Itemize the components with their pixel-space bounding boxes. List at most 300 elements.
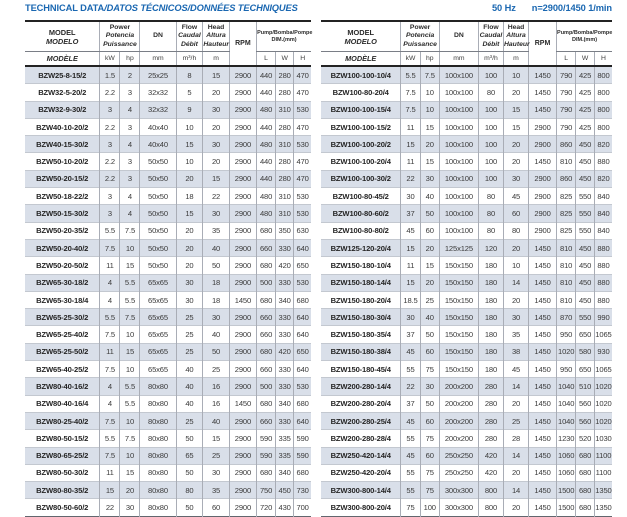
model-cell: BZW100-80-60/2 xyxy=(321,205,401,222)
value-cell: 200x200 xyxy=(439,395,478,412)
value-cell: 40 xyxy=(203,326,229,343)
value-cell: 810 xyxy=(557,153,576,170)
col-header-dimensions xyxy=(557,21,612,52)
table-row xyxy=(25,170,311,187)
table-row xyxy=(25,222,311,239)
value-cell: 10 xyxy=(120,361,140,378)
value-cell: 2.2 xyxy=(100,153,120,170)
value-cell: 15 xyxy=(401,239,420,256)
value-cell: 4 xyxy=(100,378,120,395)
value-cell: 50 xyxy=(176,430,203,447)
value-cell: 9 xyxy=(176,101,203,118)
value-cell: 7.5 xyxy=(120,222,140,239)
value-cell: 425 xyxy=(576,118,595,135)
table-row xyxy=(25,412,311,429)
value-cell: 7.5 xyxy=(100,412,120,429)
value-cell: 680 xyxy=(576,499,595,516)
value-cell: 2900 xyxy=(229,188,256,205)
value-cell: 1450 xyxy=(529,84,557,101)
value-cell: 590 xyxy=(257,430,276,447)
value-cell: 280 xyxy=(276,118,294,135)
value-cell: 65 xyxy=(176,447,203,464)
value-cell: 1100 xyxy=(594,447,612,464)
table-row xyxy=(25,239,311,256)
value-cell: 510 xyxy=(576,378,595,395)
value-cell: 20 xyxy=(203,118,229,135)
unit-kw: kW xyxy=(100,52,120,67)
value-cell: 5.5 xyxy=(120,378,140,395)
value-cell: 65x65 xyxy=(140,326,176,343)
table-body-left xyxy=(25,66,311,516)
value-cell: 20 xyxy=(503,395,528,412)
value-cell: 550 xyxy=(576,222,595,239)
table-row xyxy=(321,343,612,360)
value-cell: 310 xyxy=(276,136,294,153)
value-cell: 7.5 xyxy=(420,66,439,84)
value-cell: 7.5 xyxy=(120,430,140,447)
head-en: Head xyxy=(207,24,225,32)
value-cell: 150x150 xyxy=(439,291,478,308)
value-cell: 10 xyxy=(503,66,528,84)
model-cell: BZW100-100-15/2 xyxy=(321,118,401,135)
col-header-power xyxy=(100,21,140,52)
table-row xyxy=(321,118,612,135)
value-cell: 80x80 xyxy=(140,482,176,499)
value-cell: 640 xyxy=(294,326,311,343)
value-cell: 50 xyxy=(176,464,203,481)
power-en: Power xyxy=(409,24,431,32)
value-cell: 7.5 xyxy=(100,239,120,256)
model-cell: BZW100-100-20/4 xyxy=(321,153,401,170)
value-cell: 45 xyxy=(401,447,420,464)
value-cell: 280 xyxy=(276,84,294,101)
value-cell: 860 xyxy=(557,136,576,153)
value-cell: 300x300 xyxy=(439,499,478,516)
col-header-rpm: RPM xyxy=(529,21,557,66)
value-cell: 7.5 xyxy=(100,447,120,464)
value-cell: 30 xyxy=(401,309,420,326)
value-cell: 5.5 xyxy=(100,309,120,326)
value-cell: 50x50 xyxy=(140,222,176,239)
model-cell: BZW50-20-15/2 xyxy=(25,170,100,187)
value-cell: 25 xyxy=(176,343,203,360)
value-cell: 20 xyxy=(176,239,203,256)
value-cell: 75 xyxy=(420,482,439,499)
value-cell: 420 xyxy=(478,447,503,464)
value-cell: 2900 xyxy=(229,447,256,464)
value-cell: 80 xyxy=(176,482,203,499)
value-cell: 5.5 xyxy=(120,291,140,308)
value-cell: 100x100 xyxy=(439,136,478,153)
value-cell: 15 xyxy=(503,118,528,135)
value-cell: 180 xyxy=(478,326,503,343)
value-cell: 10 xyxy=(176,118,203,135)
value-cell: 1450 xyxy=(529,326,557,343)
value-cell: 18 xyxy=(203,291,229,308)
value-cell: 15 xyxy=(203,430,229,447)
value-cell: 700 xyxy=(294,499,311,516)
value-cell: 100 xyxy=(478,170,503,187)
value-cell: 180 xyxy=(478,291,503,308)
value-cell: 335 xyxy=(276,430,294,447)
value-cell: 800 xyxy=(478,482,503,499)
unit-dim-h: H xyxy=(594,52,612,67)
col-header-model xyxy=(321,21,401,52)
value-cell: 25x25 xyxy=(140,66,176,84)
model-cell: BZW200-280-28/4 xyxy=(321,430,401,447)
value-cell: 340 xyxy=(276,464,294,481)
value-cell: 2900 xyxy=(229,343,256,360)
value-cell: 25 xyxy=(176,412,203,429)
value-cell: 40 xyxy=(203,412,229,429)
value-cell: 660 xyxy=(257,326,276,343)
value-cell: 100x100 xyxy=(439,222,478,239)
value-cell: 25 xyxy=(503,412,528,429)
model-cell: BZW50-20-40/2 xyxy=(25,239,100,256)
value-cell: 1030 xyxy=(594,430,612,447)
value-cell: 680 xyxy=(576,447,595,464)
value-cell: 2900 xyxy=(229,66,256,84)
table-row xyxy=(321,170,612,187)
value-cell: 15 xyxy=(120,343,140,360)
value-cell: 65x65 xyxy=(140,361,176,378)
table-row xyxy=(25,118,311,135)
unit-dim-l: L xyxy=(557,52,576,67)
value-cell: 1040 xyxy=(557,412,576,429)
value-cell: 180 xyxy=(478,343,503,360)
value-cell: 14 xyxy=(503,447,528,464)
table-row xyxy=(321,361,612,378)
value-cell: 80x80 xyxy=(140,464,176,481)
table-row xyxy=(25,153,311,170)
model-cell: BZW40-15-30/2 xyxy=(25,136,100,153)
col-header-flow xyxy=(478,21,503,52)
value-cell: 480 xyxy=(257,136,276,153)
table-header xyxy=(321,21,612,66)
value-cell: 1450 xyxy=(529,378,557,395)
value-cell: 500 xyxy=(257,274,276,291)
value-cell: 2900 xyxy=(229,136,256,153)
value-cell: 800 xyxy=(594,84,612,101)
value-cell: 660 xyxy=(257,309,276,326)
value-cell: 15 xyxy=(503,101,528,118)
value-cell: 580 xyxy=(576,343,595,360)
value-cell: 730 xyxy=(294,482,311,499)
value-cell: 35 xyxy=(503,326,528,343)
page-title xyxy=(25,3,298,13)
value-cell: 1450 xyxy=(529,343,557,360)
table-row xyxy=(25,205,311,222)
model-cell: BZW80-80-35/2 xyxy=(25,482,100,499)
value-cell: 1020 xyxy=(594,395,612,412)
value-cell: 2900 xyxy=(229,326,256,343)
dim-line1: Pump/Bomba/Pompe xyxy=(557,29,613,36)
value-cell: 2900 xyxy=(229,361,256,378)
value-cell: 2900 xyxy=(229,257,256,274)
value-cell: 7.5 xyxy=(100,326,120,343)
table-row xyxy=(25,309,311,326)
value-cell: 30 xyxy=(203,464,229,481)
model-cell: BZW80-65-25/2 xyxy=(25,447,100,464)
value-cell: 20 xyxy=(503,84,528,101)
model-en: MODEL xyxy=(347,27,375,37)
unit-flow: m³/h xyxy=(176,52,203,67)
value-cell: 810 xyxy=(557,257,576,274)
value-cell: 2900 xyxy=(229,430,256,447)
value-cell: 20 xyxy=(120,482,140,499)
flow-es: Caudal xyxy=(178,32,201,40)
value-cell: 560 xyxy=(576,412,595,429)
value-cell: 880 xyxy=(594,153,612,170)
model-cell: BZW65-30-18/4 xyxy=(25,291,100,308)
model-cell: BZW50-10-20/2 xyxy=(25,153,100,170)
page-title-main: TECHNICAL DATA xyxy=(25,3,105,13)
value-cell: 470 xyxy=(294,66,311,84)
power-fr: Puissance xyxy=(403,40,437,48)
value-cell: 15 xyxy=(420,257,439,274)
value-cell: 18 xyxy=(176,188,203,205)
value-cell: 100x100 xyxy=(439,188,478,205)
model-cell: BZW80-40-16/4 xyxy=(25,395,100,412)
value-cell: 280 xyxy=(276,153,294,170)
value-cell: 60 xyxy=(503,205,528,222)
value-cell: 35 xyxy=(203,222,229,239)
value-cell: 680 xyxy=(294,291,311,308)
value-cell: 50 xyxy=(420,326,439,343)
value-cell: 1450 xyxy=(529,309,557,326)
value-cell: 30 xyxy=(176,274,203,291)
value-cell: 930 xyxy=(594,343,612,360)
value-cell: 10 xyxy=(176,153,203,170)
value-cell: 100x100 xyxy=(439,153,478,170)
value-cell: 15 xyxy=(420,118,439,135)
model-cell: BZW150-180-10/4 xyxy=(321,257,401,274)
value-cell: 450 xyxy=(576,170,595,187)
model-es: MODELO xyxy=(344,36,377,46)
value-cell: 5.5 xyxy=(100,430,120,447)
value-cell: 650 xyxy=(294,257,311,274)
value-cell: 1040 xyxy=(557,395,576,412)
value-cell: 10 xyxy=(120,412,140,429)
value-cell: 7.5 xyxy=(100,361,120,378)
value-cell: 2900 xyxy=(229,222,256,239)
value-cell: 100 xyxy=(478,153,503,170)
value-cell: 60 xyxy=(420,447,439,464)
model-cell: BZW250-420-14/4 xyxy=(321,447,401,464)
value-cell: 1450 xyxy=(529,361,557,378)
value-cell: 680 xyxy=(257,464,276,481)
value-cell: 2900 xyxy=(529,170,557,187)
value-cell: 2900 xyxy=(229,170,256,187)
value-cell: 100 xyxy=(478,136,503,153)
value-cell: 680 xyxy=(257,343,276,360)
value-cell: 2900 xyxy=(529,205,557,222)
value-cell: 22 xyxy=(401,170,420,187)
value-cell: 15 xyxy=(120,257,140,274)
value-cell: 22 xyxy=(100,499,120,516)
value-cell: 4 xyxy=(120,205,140,222)
table-row xyxy=(321,239,612,256)
value-cell: 330 xyxy=(276,361,294,378)
technical-table-right-container xyxy=(321,20,612,517)
value-cell: 40x40 xyxy=(140,136,176,153)
model-cell: BZW100-100-20/2 xyxy=(321,136,401,153)
table-row xyxy=(321,222,612,239)
value-cell: 50x50 xyxy=(140,239,176,256)
value-cell: 3 xyxy=(100,101,120,118)
value-cell: 55 xyxy=(401,464,420,481)
value-cell: 5.5 xyxy=(120,274,140,291)
value-cell: 180 xyxy=(478,257,503,274)
table-row xyxy=(25,136,311,153)
flow-fr: Débit xyxy=(482,40,500,48)
value-cell: 2.2 xyxy=(100,118,120,135)
value-cell: 550 xyxy=(576,205,595,222)
model-cell: BZW65-40-25/2 xyxy=(25,361,100,378)
table-row xyxy=(321,309,612,326)
value-cell: 15 xyxy=(176,136,203,153)
value-cell: 330 xyxy=(276,274,294,291)
value-cell: 1450 xyxy=(529,447,557,464)
head-fr: Hauteur xyxy=(203,40,230,48)
value-cell: 180 xyxy=(478,309,503,326)
table-row xyxy=(321,274,612,291)
value-cell: 100x100 xyxy=(439,101,478,118)
value-cell: 800 xyxy=(478,499,503,516)
value-cell: 820 xyxy=(594,170,612,187)
value-cell: 60 xyxy=(420,412,439,429)
table-row xyxy=(321,153,612,170)
value-cell: 15 xyxy=(420,153,439,170)
value-cell: 20 xyxy=(203,84,229,101)
power-en: Power xyxy=(109,24,131,32)
value-cell: 790 xyxy=(557,118,576,135)
value-cell: 25 xyxy=(176,309,203,326)
value-cell: 80 xyxy=(478,205,503,222)
value-cell: 22 xyxy=(203,188,229,205)
value-cell: 18 xyxy=(203,274,229,291)
unit-dim-h: H xyxy=(294,52,311,67)
col-header-dn xyxy=(439,21,478,52)
value-cell: 7.5 xyxy=(401,84,420,101)
value-cell: 1020 xyxy=(594,378,612,395)
table-row xyxy=(321,66,612,84)
value-cell: 25 xyxy=(176,326,203,343)
value-cell: 530 xyxy=(294,188,311,205)
col-header-model xyxy=(25,21,100,52)
value-cell: 2900 xyxy=(229,239,256,256)
value-cell: 530 xyxy=(294,205,311,222)
value-cell: 630 xyxy=(294,222,311,239)
model-cell: BZW100-80-45/2 xyxy=(321,188,401,205)
dn-label: DN xyxy=(153,32,163,40)
table-row xyxy=(25,188,311,205)
value-cell: 40 xyxy=(203,239,229,256)
value-cell: 1450 xyxy=(529,482,557,499)
value-cell: 20 xyxy=(176,257,203,274)
value-cell: 40 xyxy=(420,309,439,326)
value-cell: 440 xyxy=(257,170,276,187)
value-cell: 480 xyxy=(257,205,276,222)
dn-label: DN xyxy=(453,32,464,40)
value-cell: 1450 xyxy=(529,499,557,516)
model-cell: BZW65-25-50/2 xyxy=(25,343,100,360)
value-cell: 30 xyxy=(203,205,229,222)
table-row xyxy=(25,84,311,101)
value-cell: 440 xyxy=(257,66,276,84)
value-cell: 80 xyxy=(478,84,503,101)
value-cell: 30 xyxy=(203,136,229,153)
value-cell: 14 xyxy=(503,274,528,291)
value-cell: 50 xyxy=(420,395,439,412)
value-cell: 25 xyxy=(203,361,229,378)
value-cell: 55 xyxy=(401,430,420,447)
value-cell: 30 xyxy=(176,291,203,308)
value-cell: 280 xyxy=(478,430,503,447)
model-cell: BZW25-8-15/2 xyxy=(25,66,100,84)
value-cell: 300x300 xyxy=(439,482,478,499)
value-cell: 1450 xyxy=(229,395,256,412)
value-cell: 1230 xyxy=(557,430,576,447)
value-cell: 1450 xyxy=(529,66,557,84)
value-cell: 250x250 xyxy=(439,447,478,464)
value-cell: 20 xyxy=(203,153,229,170)
value-cell: 680 xyxy=(257,222,276,239)
value-cell: 25 xyxy=(420,291,439,308)
model-es: MODELO xyxy=(46,36,79,46)
model-cell: BZW80-50-15/2 xyxy=(25,430,100,447)
frequency-speed-label xyxy=(492,3,612,13)
value-cell: 40 xyxy=(176,378,203,395)
head-en: Head xyxy=(507,24,525,32)
value-cell: 20 xyxy=(420,274,439,291)
table-row xyxy=(321,101,612,118)
value-cell: 4 xyxy=(100,395,120,412)
value-cell: 680 xyxy=(257,395,276,412)
value-cell: 32x32 xyxy=(140,101,176,118)
flow-fr: Débit xyxy=(180,40,198,48)
value-cell: 1450 xyxy=(529,101,557,118)
table-row xyxy=(321,447,612,464)
value-cell: 2.2 xyxy=(100,84,120,101)
value-cell: 3 xyxy=(100,136,120,153)
model-cell: BZW150-180-14/4 xyxy=(321,274,401,291)
value-cell: 50 xyxy=(203,257,229,274)
head-fr: Hauteur xyxy=(503,40,530,48)
value-cell: 2900 xyxy=(229,482,256,499)
value-cell: 10 xyxy=(503,257,528,274)
value-cell: 100 xyxy=(478,66,503,84)
value-cell: 15 xyxy=(401,274,420,291)
table-row xyxy=(321,464,612,481)
value-cell: 2900 xyxy=(229,309,256,326)
value-cell: 80 xyxy=(503,222,528,239)
head-es: Altura xyxy=(206,32,226,40)
value-cell: 1.5 xyxy=(100,66,120,84)
value-cell: 1450 xyxy=(529,464,557,481)
table-row xyxy=(25,361,311,378)
value-cell: 2900 xyxy=(229,153,256,170)
value-cell: 1450 xyxy=(529,430,557,447)
value-cell: 80x80 xyxy=(140,430,176,447)
value-cell: 100x100 xyxy=(439,118,478,135)
value-cell: 2900 xyxy=(229,205,256,222)
value-cell: 45 xyxy=(401,343,420,360)
model-cell: BZW200-280-25/4 xyxy=(321,412,401,429)
value-cell: 1450 xyxy=(529,239,557,256)
value-cell: 75 xyxy=(420,430,439,447)
value-cell: 125x125 xyxy=(439,239,478,256)
